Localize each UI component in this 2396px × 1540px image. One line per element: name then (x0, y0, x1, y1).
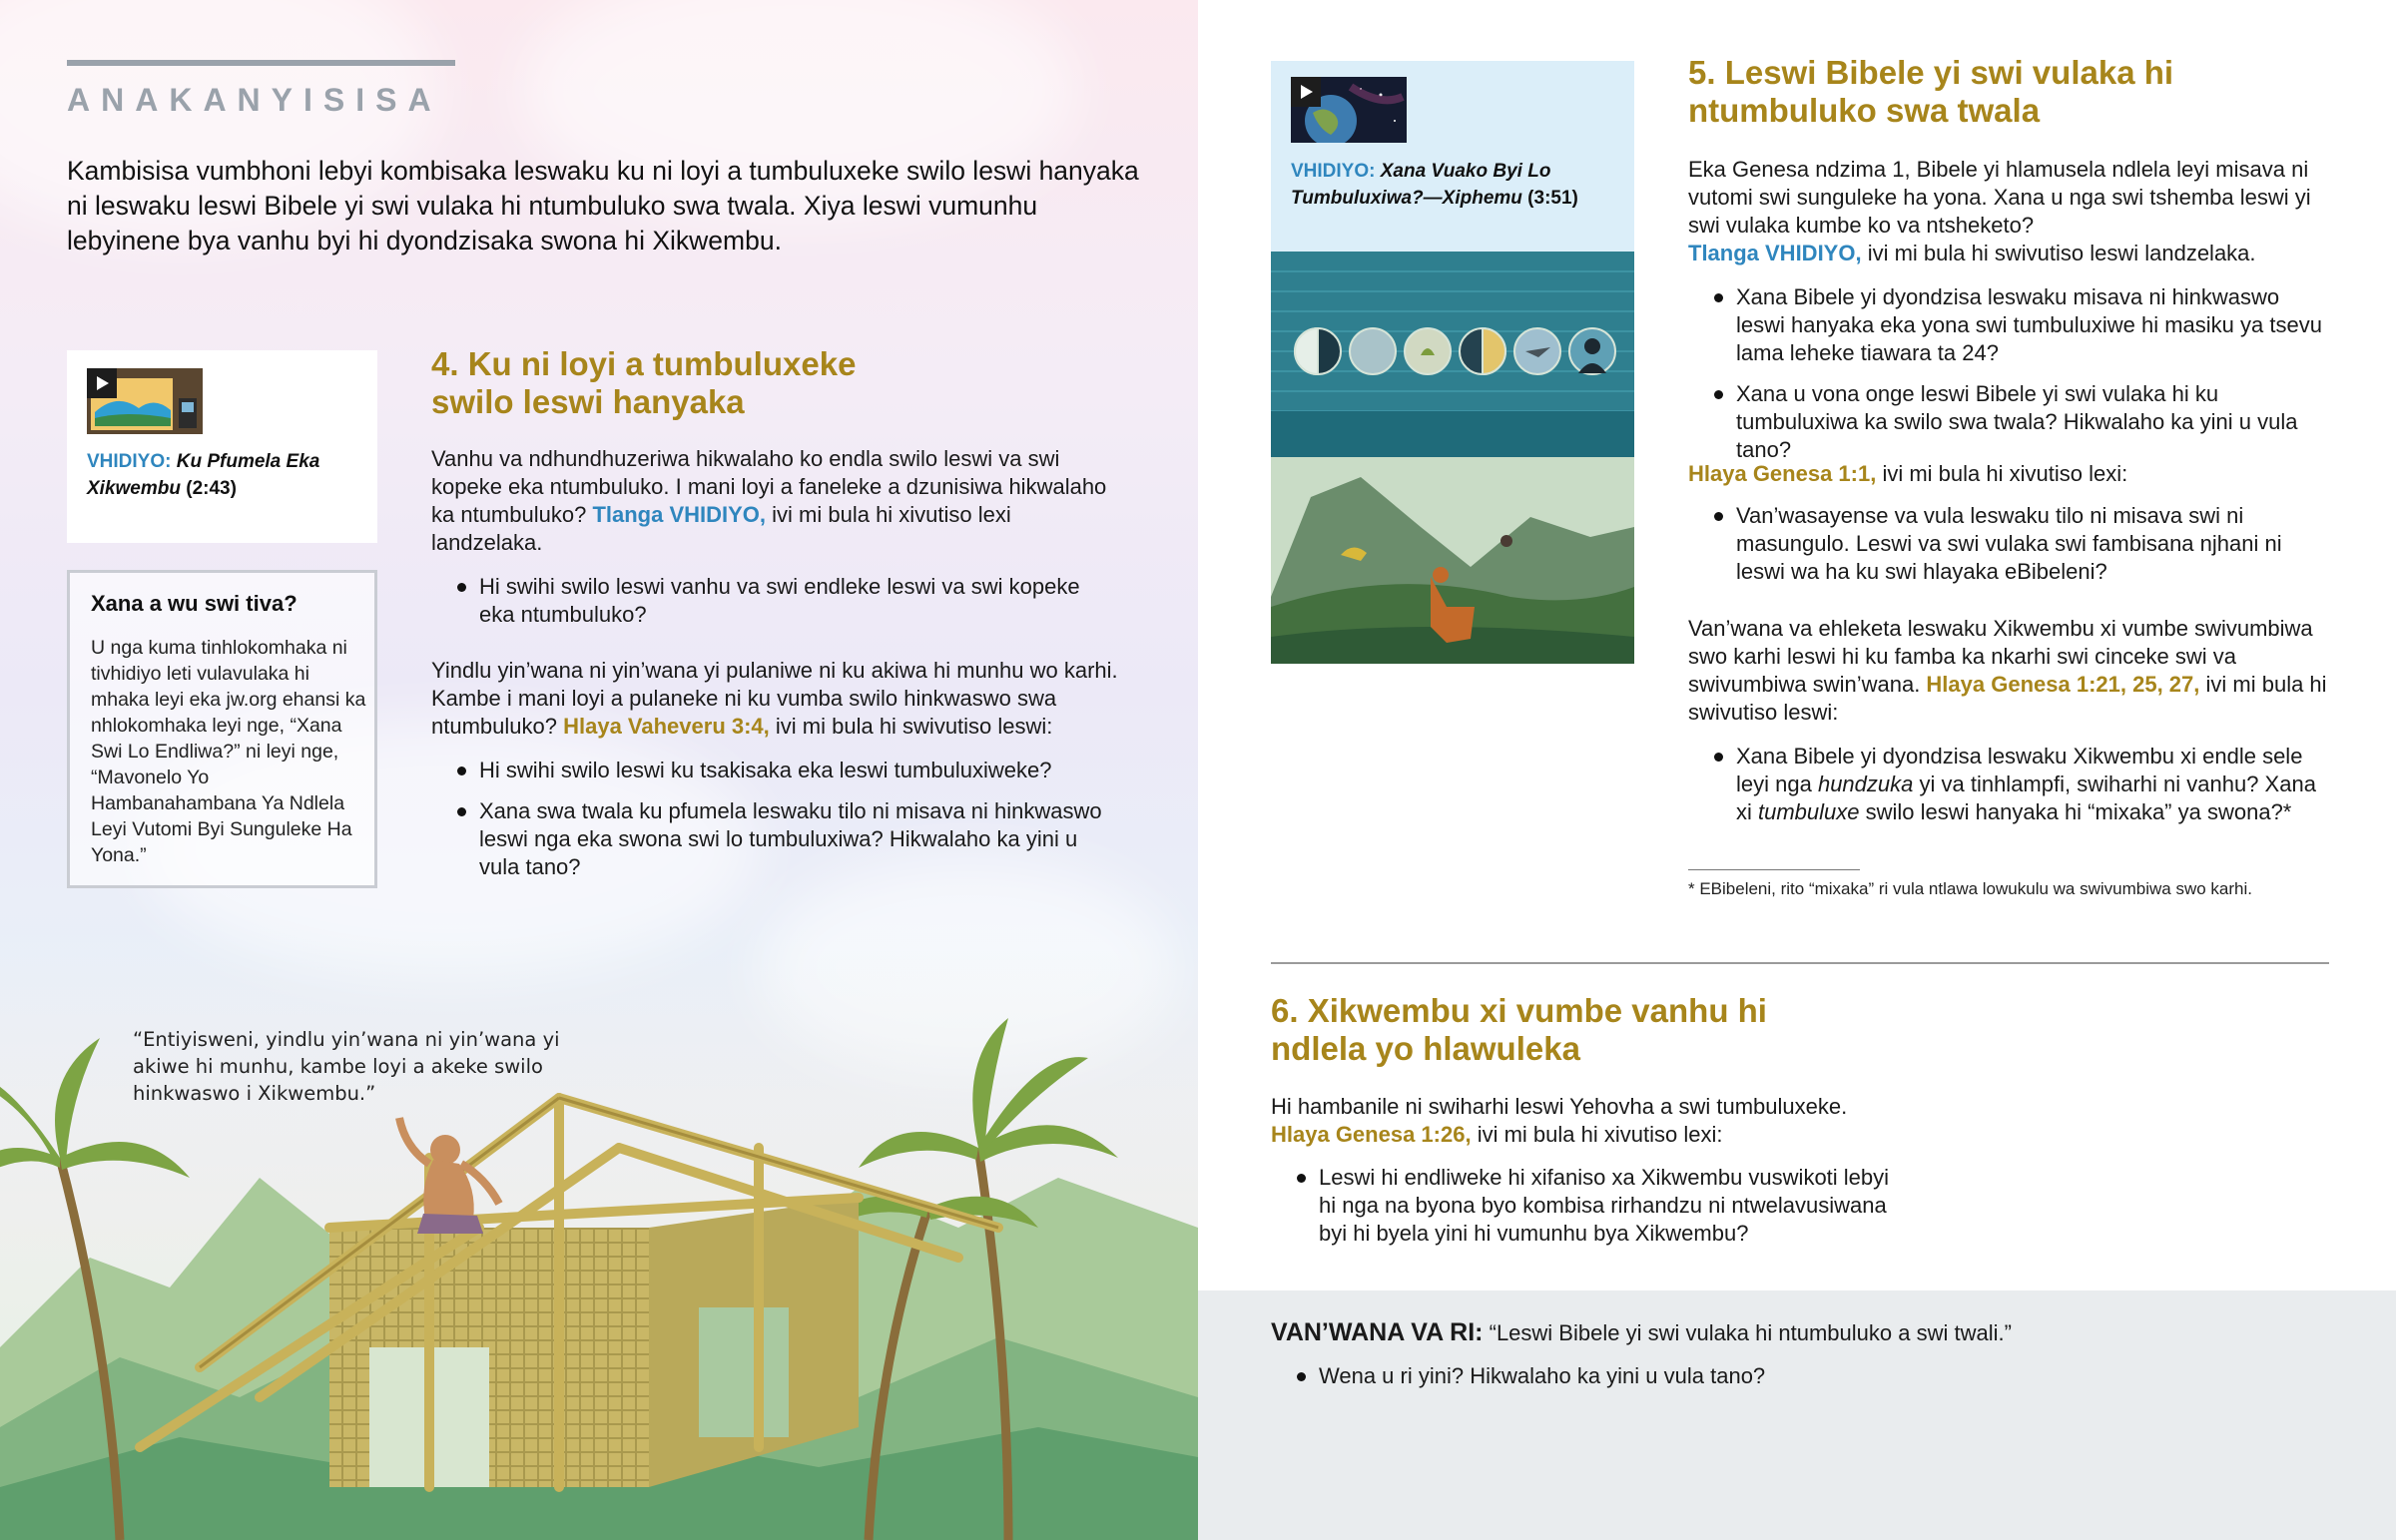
did-you-know-box (67, 570, 377, 888)
section-5-paragraph-2 (1688, 460, 2337, 488)
creation-days-art (1271, 252, 1634, 457)
section-6-paragraph-1 (1271, 1093, 1970, 1149)
play-icon[interactable] (87, 368, 117, 398)
section-5-paragraph-1 (1688, 156, 2337, 267)
paragraph-text: Hi hambanile ni swiharhi leswi Yehovha a swi tumbuluxeke. (1271, 1094, 1848, 1119)
nature-animals-art (1271, 457, 1634, 664)
paragraph-text: Eka Genesa ndzima 1, Bibele yi hlamusela ndlela leyi misava ni vutomi swi sunguleke ha yona. Xana u nga swi tshemba leswi yi swi vulaka kumbe ko va ntsheketo? (1688, 157, 2311, 238)
paragraph-text: Van’wana va ehleketa leswaku Xikwembu xi vumbe swivumbiwa swo karhi leswi hi ku famba ka nkarhi swi cinceke swi va swivumbiwa swin’wana. (1688, 616, 2313, 697)
right-page (1198, 0, 2396, 1540)
paragraph-text: ivi mi bula hi swivutiso leswi: (769, 714, 1053, 739)
kicker-rule (67, 60, 455, 66)
footnote: * EBibeleni, rito “mixaka” ri vula ntlawa lowukulu wa swivumbiwa swo karhi. (1688, 879, 2252, 898)
video-label: VHIDIYO: (87, 451, 172, 472)
did-you-know-title: Xana a wu swi tiva? (91, 591, 298, 616)
scripture-link[interactable]: Hlaya Genesa 1:26, (1271, 1122, 1472, 1147)
question-text: Xana Bibele yi dyondzisa leswaku Xikwembu xi endle sele leyi nga (1736, 744, 2303, 796)
question-item: Xana u vona onge leswi Bibele yi swi vulaka hi ku tumbuluxiwa ka swilo swa twala? Hikwalaho ka yini u vula tano? (1712, 380, 2331, 464)
footnote-rule (1688, 869, 1860, 870)
emphasis-text: hundzuka (1817, 771, 1914, 796)
emphasis-text: tumbuluxe (1758, 799, 1860, 824)
others-say-line (1271, 1318, 2012, 1347)
question-item: Hi swihi swilo leswi ku tsakisaka eka leswi tumbuluxiweke? (455, 757, 1114, 784)
video-thumbnail[interactable] (87, 368, 203, 434)
question-item: Hi swihi swilo leswi vanhu va swi endleke leswi va swi kopeke eka ntumbuluko? (455, 573, 1114, 629)
play-video-link[interactable]: Tlanga VHIDIYO, (1688, 241, 1862, 265)
question-item: Van’wasayense va vula leswaku tilo ni misava swi ni masungulo. Leswi va swi vulaka swi fambisana njhani ni leswi wa ha ku swi hlayaka eBibeleni? (1712, 502, 2331, 586)
section-5-questions-2 (1712, 502, 2331, 599)
paragraph-text: ivi mi bula hi xivutiso lexi landzelaka. (431, 502, 1011, 555)
play-icon[interactable] (1291, 77, 1321, 107)
section-5-heading: 5. Leswi Bibele yi swi vulaka hi ntumbuluko swa twala (1688, 54, 2174, 129)
video-caption (1291, 158, 1620, 212)
others-say-quote: “Leswi Bibele yi swi vulaka hi ntumbuluko a swi twali.” (1483, 1320, 2012, 1345)
intro-paragraph: Kambisisa vumbhoni lebyi kombisaka leswaku ku ni loyi a tumbuluxeke swilo leswi hanyaka ni leswaku leswi Bibele yi swi vulaka hi ntumbuluko swa twala. Xiya leswi vumunhu lebyinene bya vanhu byi hi dyondzisaka swona hi Xikwembu. (67, 156, 1139, 256)
video-duration: (3:51) (1527, 188, 1578, 209)
video-title[interactable]: Xana Vuako Byi Lo Tumbuluxiwa?—Xiphemu (1291, 161, 1551, 209)
section-4-paragraph-1 (431, 445, 1120, 557)
section-5-questions-1 (1712, 283, 2331, 477)
section-divider (1271, 962, 2329, 964)
video-card-header (1271, 61, 1634, 252)
question-item: Wena u ri yini? Hikwalaho ka yini u vula tano? (1295, 1362, 2193, 1390)
video-duration: (2:43) (186, 478, 237, 499)
section-5-paragraph-3 (1688, 615, 2337, 727)
question-text: swilo leswi hanyaka hi “mixaka” ya swona?* (1859, 799, 2292, 824)
video-title[interactable]: Ku Pfumela Eka Xikwembu (87, 451, 320, 499)
section-6-heading: 6. Xikwembu xi vumbe vanhu hi ndlela yo hlawuleka (1271, 992, 1767, 1067)
video-label: VHIDIYO: (1291, 161, 1376, 182)
video-card-creation[interactable] (1271, 61, 1634, 664)
scripture-link[interactable]: Hlaya Genesa 1:21, 25, 27, (1926, 672, 2200, 697)
illustration-quote: “Entiyisweni, yindlu yin’wana ni yin’wana yi akiwe hi munhu, kambe loyi a akeke swilo hinkwaswo i Xikwembu.” (133, 1028, 560, 1105)
scripture-link[interactable]: Hlaya Genesa 1:1, (1688, 461, 1877, 486)
section-4-heading: 4. Ku ni loyi a tumbuluxeke swilo leswi hanyaka (431, 345, 857, 420)
others-say-label: VAN’WANA VA RI: (1271, 1318, 1484, 1346)
question-item (1712, 743, 2331, 826)
paragraph-text: ivi mi bula hi swivutiso leswi: (1688, 672, 2327, 725)
section-4-paragraph-2 (431, 657, 1120, 741)
paragraph-text: Vanhu va ndhundhuzeriwa hikwalaho ko endla swilo leswi va swi kopeke eka ntumbuluko. I mani loyi a faneleke a dzunisiwa hikwalaho ka ntumbuluko? (431, 446, 1107, 527)
play-video-link[interactable]: Tlanga VHIDIYO, (592, 502, 767, 527)
paragraph-text: Yindlu yin’wana ni yin’wana yi pulaniwe ni ku akiwa hi munhu wo karhi. Kambe i mani loyi a pulaneke ni ku vumba swilo hinkwaswo swa ntumbuluko? (431, 658, 1118, 739)
others-say-questions (1295, 1362, 2193, 1403)
bamboo-house-illustration (0, 928, 1198, 1540)
paragraph-text: ivi mi bula hi swivutiso leswi landzelaka. (1861, 241, 2256, 265)
video-card-faith[interactable] (67, 350, 377, 543)
paragraph-text: ivi mi bula hi xivutiso lexi: (1876, 461, 2128, 486)
video-thumbnail[interactable] (1291, 77, 1407, 143)
others-say-band (1198, 1290, 2396, 1540)
section-4-questions-2 (455, 757, 1114, 894)
video-caption (87, 448, 366, 502)
section-5-questions-3 (1712, 743, 2331, 839)
did-you-know-text: U nga kuma tinhlokomhaka ni tivhidiyo leti vulavulaka hi mhaka leyi eka jw.org ehansi ka nhlokomhaka leyi nge, “Xana Swi Lo Endliwa?” ni leyi nge, “Mavonelo Yo Hambanahambana Ya Ndlela Leyi Vutomi Byi Sunguleke Ha Yona.” (91, 637, 366, 866)
section-6-questions (1295, 1164, 1894, 1261)
section-4-questions-1 (455, 573, 1114, 642)
question-item: Xana swa twala ku pfumela leswaku tilo ni misava ni hinkwaswo leswi nga eka swona swi lo tumbuluxiwa? Hikwalaho ka yini u vula tano? (455, 797, 1114, 881)
scripture-link[interactable]: Hlaya Vaheveru 3:4, (563, 714, 770, 739)
question-text: yi va tinhlampfi, swiharhi ni vanhu? Xana xi (1736, 771, 2316, 824)
question-item: Xana Bibele yi dyondzisa leswaku misava ni hinkwaswo leswi hanyaka eka yona swi tumbuluxiwe hi masiku ya tsevu lama leheke tiawara ta 24? (1712, 283, 2331, 367)
paragraph-text: ivi mi bula hi xivutiso lexi: (1471, 1122, 1723, 1147)
section-kicker: ANAKANYISISA (67, 82, 442, 118)
question-item: Leswi hi endliweke hi xifaniso xa Xikwembu vuswikoti lebyi hi nga na byona byo kombisa rirhandzu ni ntwelavusiwana byi hi byela yini hi vumunhu bya Xikwembu? (1295, 1164, 1894, 1248)
